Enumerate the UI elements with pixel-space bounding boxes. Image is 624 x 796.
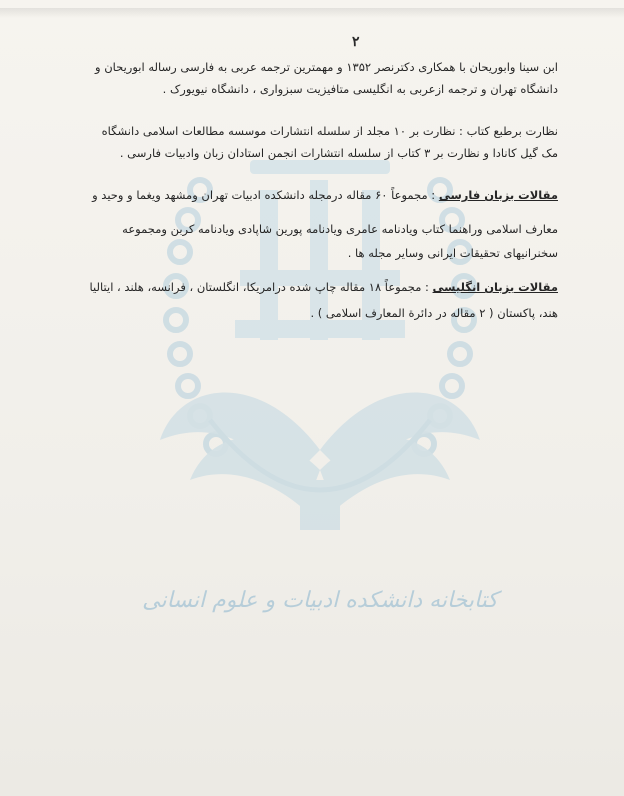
persian-articles-heading: مقالات بزبان فارسی xyxy=(438,188,558,202)
paragraph-3-line-3: سخنرانیهای تحقیقات ایرانی وسایر مجله ها . xyxy=(347,246,558,260)
page-number: ۲ xyxy=(352,34,360,50)
paragraph-2-line-1: نظارت برطبع کتاب : نظارت بر ۱۰ مجلد از سلسله انتشارات موسسه مطالعات اسلامی دانشگاه xyxy=(101,124,558,138)
english-articles-heading: مقالات بزبان انگلیسی xyxy=(432,280,558,294)
paper-fold xyxy=(0,8,624,18)
paragraph-4-line-1 xyxy=(78,280,558,294)
persian-articles-text: : مجموعاً ۶۰ مقاله درمجله دانشکده ادبیات تهران ومشهد ویغما و وحید و xyxy=(92,188,436,202)
paragraph-2-line-2: مک گیل کانادا و نظارت بر ۳ کتاب از سلسله انتشارات انجمن استادان زبان وادبیات فارسی . xyxy=(119,146,558,160)
english-articles-text: : مجموعاً ۱۸ مقاله چاپ شده درامریکا، انگلستان ، فرانسه، هلند ، ایتالیا xyxy=(89,280,429,294)
paragraph-1-line-2: دانشگاه تهران و ترجمه ازعربی به انگلیسی متافیزیت سبزواری ، دانشگاه نیویورک . xyxy=(162,82,558,96)
paragraph-3-line-1 xyxy=(78,188,558,202)
paragraph-1-line-1: ابن سینا وابوریحان با همکاری دکترنصر ۱۳۵۲ و مهمترین ترجمه عربی به فارسی رساله ابوریحان و xyxy=(95,60,558,74)
paragraph-4-line-2: هند، پاکستان ( ۲ مقاله در دائرة المعارف اسلامی ) . xyxy=(310,306,558,320)
paragraph-3-line-2: معارف اسلامی وراهنما کتاب ویادنامه عامری ویادنامه پورین شاپادی ویادنامه کربن ومجموعه xyxy=(122,222,558,236)
library-stamp-caption: کتابخانه دانشکده ادبیات و علوم انسانی xyxy=(142,588,498,613)
